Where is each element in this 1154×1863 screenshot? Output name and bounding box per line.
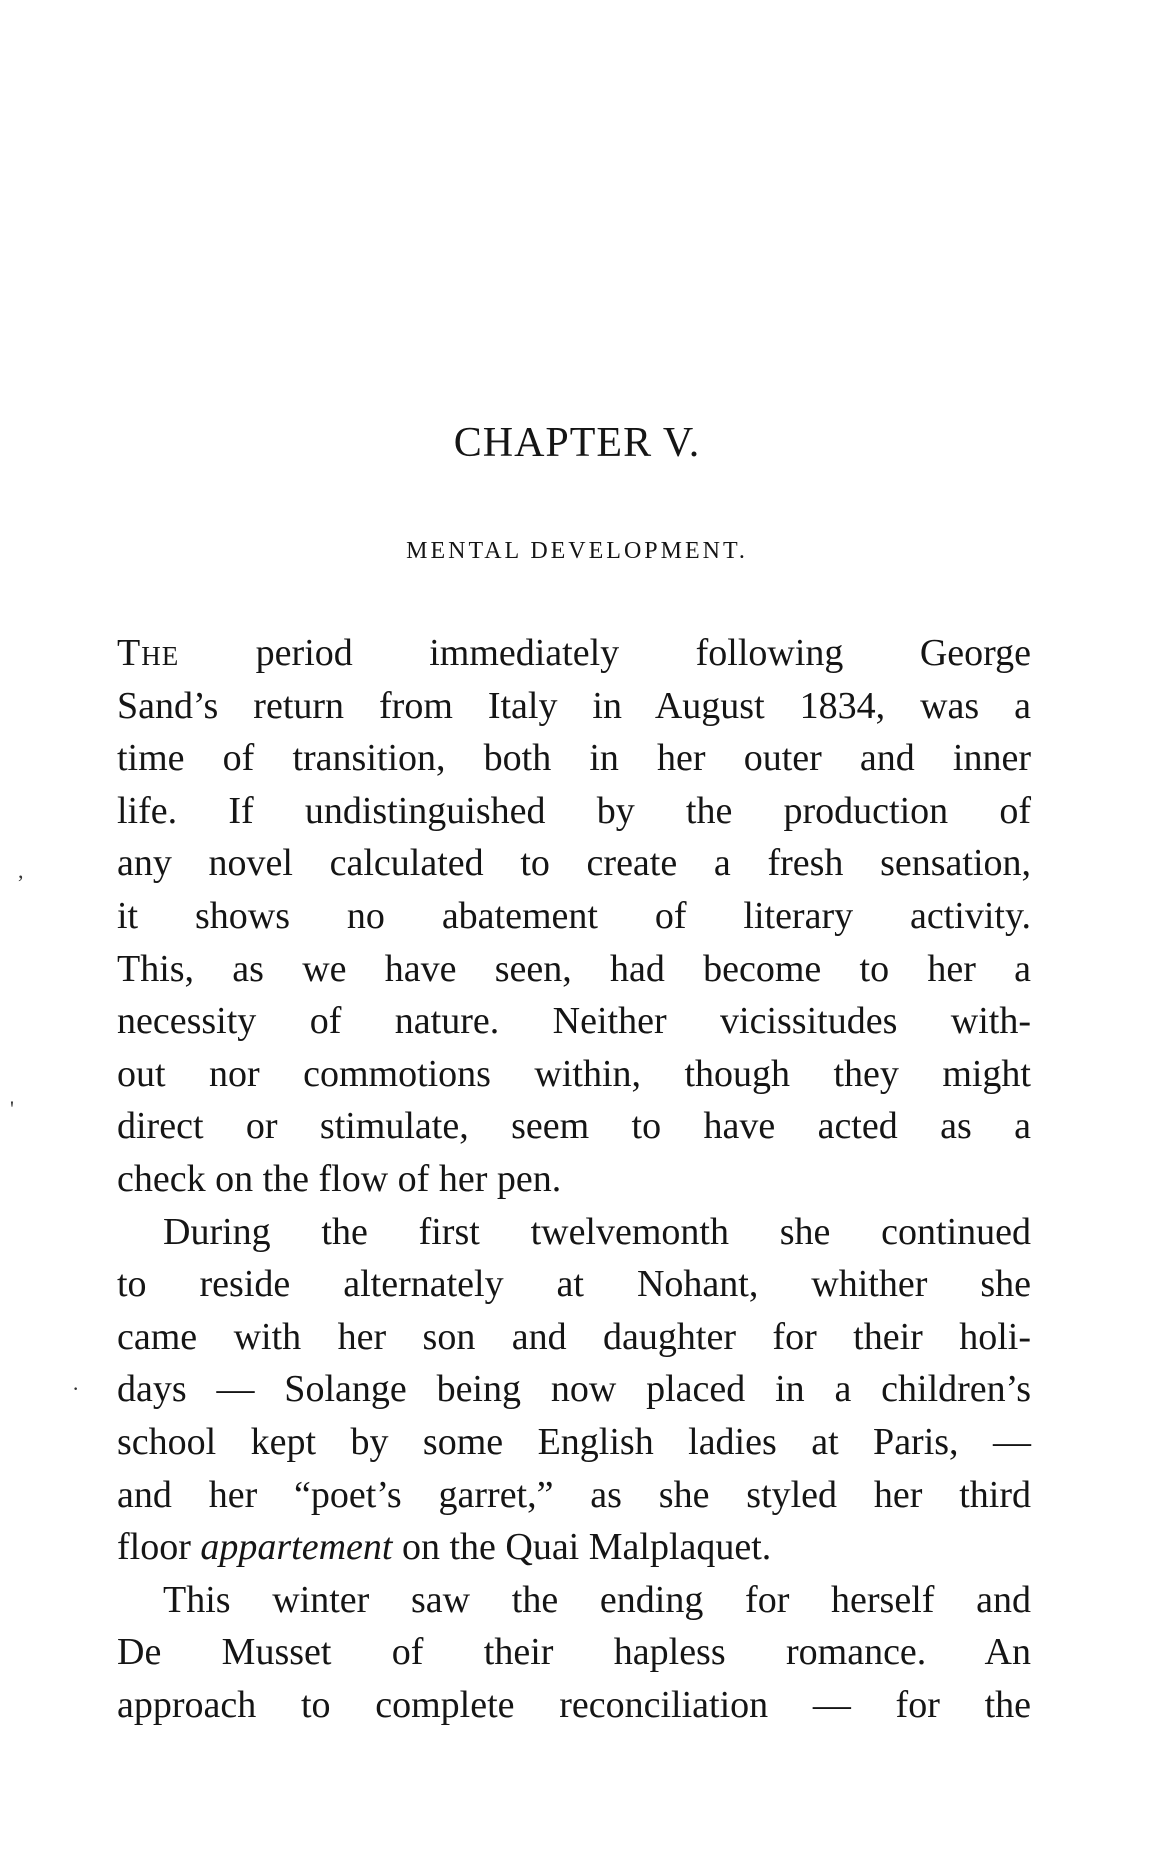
margin-mark: · [72,1376,80,1401]
text-line: During the first twelvemonth she continued [163,1210,1031,1253]
text-line: time of transition, both in her outer and inner [117,737,1031,780]
margin-mark: , [18,858,24,883]
text-line [117,1521,1031,1574]
text-line: necessity of nature. Neither vicissitudes with- [117,1000,1031,1043]
text-line: any novel calculated to create a fresh sensation, [117,842,1031,885]
line-text: period immediately following George [179,632,1031,674]
text-line: days — Solange being now placed in a children’s [117,1368,1031,1411]
text-line: direct or stimulate, seem to have acted as a [117,1105,1031,1148]
paragraph-lead-word: The [117,632,180,674]
text-line: Sand’s return from Italy in August 1834, was a [117,684,1031,727]
text-line: This winter saw the ending for herself and [163,1578,1031,1621]
text-line: out nor commotions within, though they might [117,1052,1031,1095]
text-line: De Musset of their hapless romance. An [117,1631,1031,1674]
text-line: check on the flow of her pen. [117,1157,562,1200]
text-line: school kept by some English ladies at Paris, — [117,1420,1031,1463]
line-text: on the Quai Malplaquet. [392,1526,772,1569]
text-line: life. If undistinguished by the production of [117,789,1031,832]
chapter-title: CHAPTER V. [453,420,701,466]
chapter-subtitle: MENTAL DEVELOPMENT. [406,538,748,564]
italic-word: appartement [200,1526,393,1569]
text-line: This, as we have seen, had become to her a [117,947,1031,990]
text-line: and her “poet’s garret,” as she styled her third [117,1473,1031,1516]
text-line: came with her son and daughter for their holi- [117,1315,1031,1358]
margin-mark: ' [10,1096,14,1121]
text-line [117,627,1031,680]
text-line: approach to complete reconciliation — for the [117,1683,1031,1726]
body-text [117,627,1031,1731]
text-line: to reside alternately at Nohant, whither she [117,1263,1031,1306]
line-text: floor [117,1526,201,1569]
text-line: it shows no abatement of literary activity. [117,894,1031,937]
